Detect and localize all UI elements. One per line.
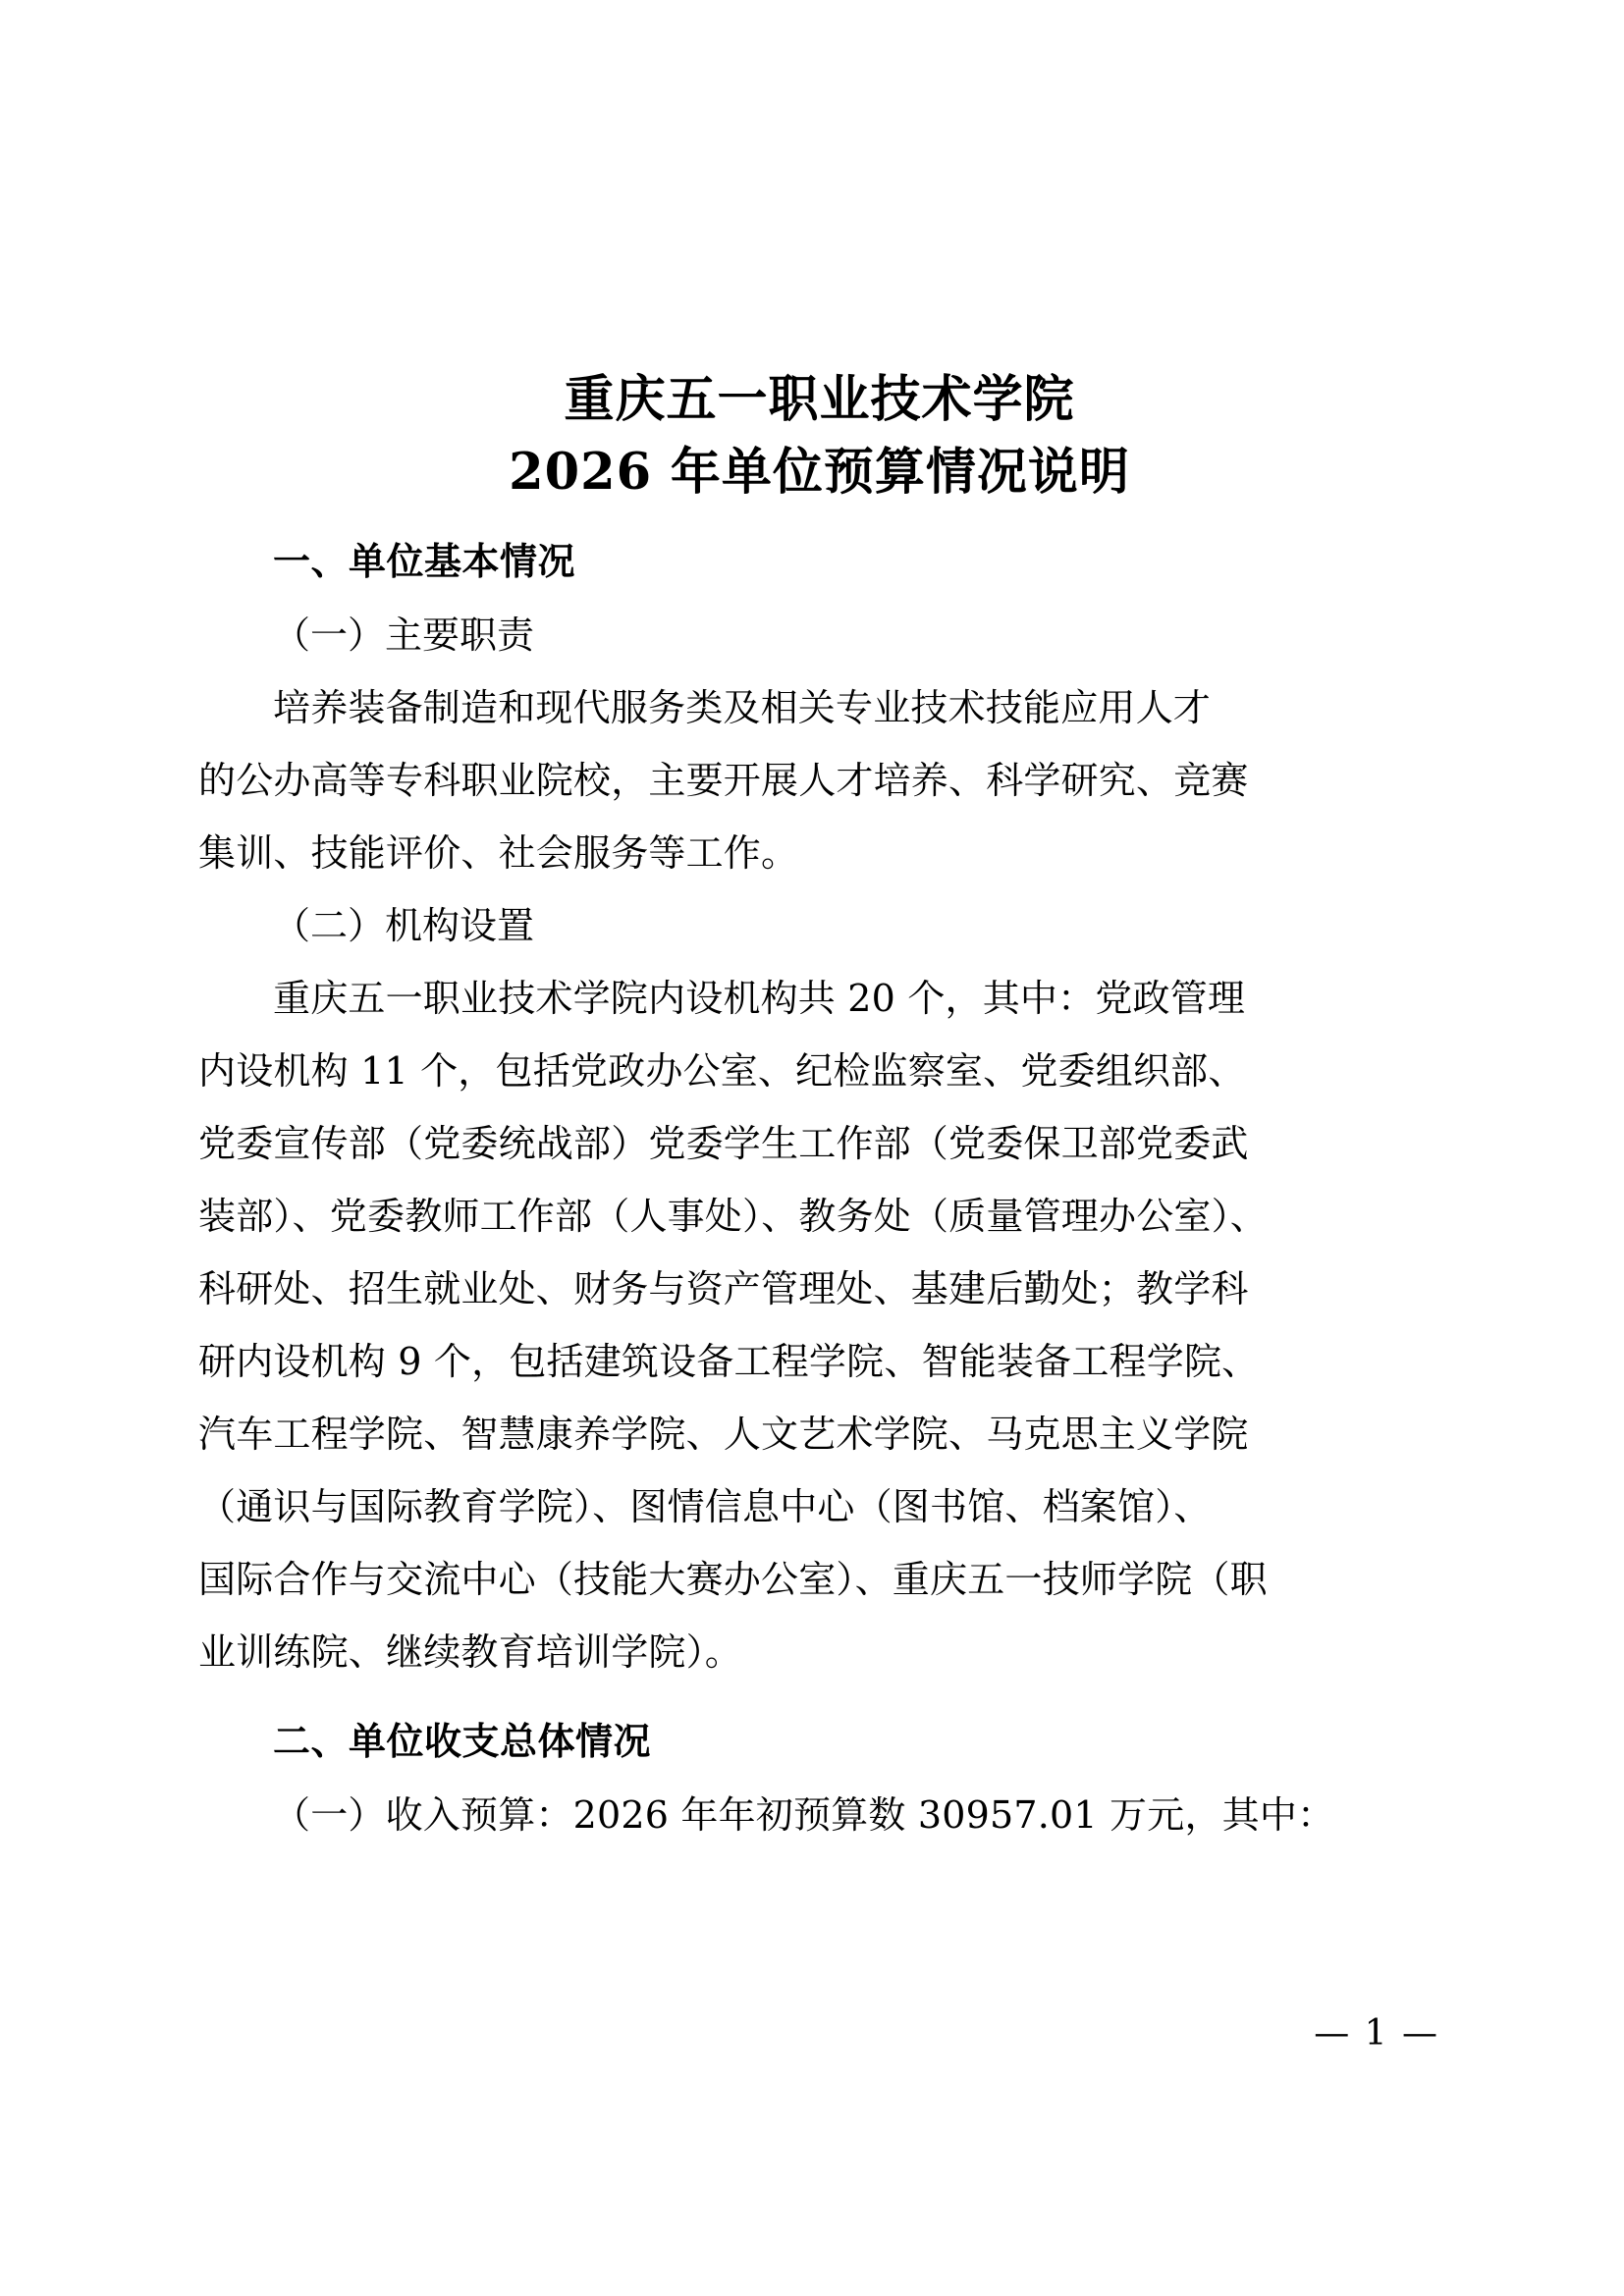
document-title [198,363,1440,508]
paragraph-line: 科研处、招生就业处、财务与资产管理处、基建后勤处；教学科 [198,1267,1249,1310]
paragraph-line: 重庆五一职业技术学院内设机构共 20 个，其中：党政管理 [273,977,1246,1020]
paragraph-line: （一）收入预算：2026 年年初预算数 30957.01 万元，其中： [273,1793,1335,1837]
section-heading-1: 一、单位基本情况 [273,542,576,583]
document-title-line-2: 2026 年单位预算情况说明 [509,443,1130,502]
document-body [198,0,1440,1851]
paragraph-line: 国际合作与交流中心（技能大赛办公室）、重庆五一技师学院（职 [198,1558,1268,1601]
paragraph-line: 培养装备制造和现代服务类及相关专业技术技能应用人才 [273,686,1212,729]
subsection-heading-1-1: （一）主要职责 [273,614,535,657]
paragraph-line: 装部）、党委教师工作部（人事处）、教务处（质量管理办公室）、 [198,1195,1269,1238]
paragraph-org-structure [198,962,1440,1688]
paragraph-income-budget [198,1779,1440,1851]
document-title-line-1: 重庆五一职业技术学院 [564,370,1075,429]
paragraph-line: 业训练院、继续教育培训学院）。 [198,1630,743,1674]
page-number: — 1 — [1314,2013,1439,2054]
subsection-heading-1-2: （二）机构设置 [273,904,535,947]
paragraph-line: 集训、技能评价、社会服务等工作。 [198,831,799,875]
paragraph-line: 汽车工程学院、智慧康养学院、人文艺术学院、马克思主义学院 [198,1413,1249,1456]
paragraph-line: （通识与国际教育学院）、图情信息中心（图书馆、档案馆）、 [198,1485,1212,1528]
paragraph-line: 内设机构 11 个，包括党政办公室、纪检监察室、党委组织部、 [198,1049,1246,1093]
paragraph-line: 研内设机构 9 个，包括建筑设备工程学院、智能装备工程学院、 [198,1340,1260,1383]
paragraph-line: 党委宣传部（党委统战部）党委学生工作部（党委保卫部党委武 [198,1122,1249,1165]
paragraph-main-duties [198,671,1440,889]
section-heading-2: 二、单位收支总体情况 [273,1722,652,1763]
paragraph-line: 的公办高等专科职业院校，主要开展人才培养、科学研究、竞赛 [198,759,1249,802]
